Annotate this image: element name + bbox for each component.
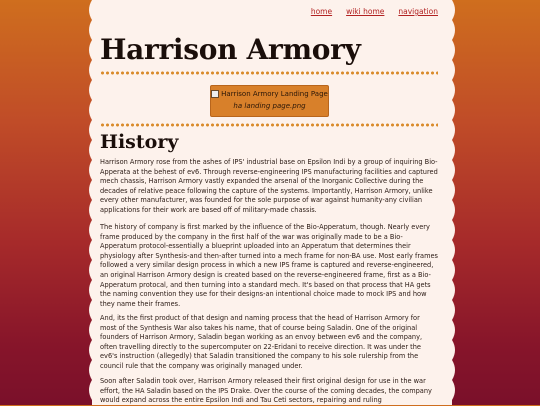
section-title-history: History (100, 131, 179, 153)
history-paragraph-2: The history of company is first marked by the influence of the Bio-Apperatum, though. Nearly every frame produced by the company in the first half of the war was originally made to be a Bio-Apperatum protocol-essentially a blueprint uploaded into an Apperatum that determines their physiology after Synthesis-and then-after turned into a mech frame for non-BA use. Most early frames followed a very similar design process in which a new IPS frame is captured and reverse-engineered, an original Harrison Armory design is created based on the reverse-engineered frame, first as a Bio-Apperatum protocal, and then turning into a standard mech. It's based on that process that HA gets the naming convention they use for their designs-an intentional choice made to mock IPS and how they name their frames. (100, 223, 438, 308)
landing-page-figure (210, 85, 329, 117)
image-alt-text: Harrison Armory Landing Page (221, 90, 328, 98)
nav-navigation-link[interactable]: navigation (398, 7, 438, 16)
page-title: Harrison Armory (100, 33, 361, 66)
landing-page-image[interactable] (211, 90, 328, 98)
history-paragraph-4: Soon after Saladin took over, Harrison Armory released their first original design for use in the war effort, the HA Saladin based on the IPS Drake. Over the course of the coming decades, the company would expand across the entire Epsilon Indi and Tau Ceti sectors, repairing and ruling (100, 377, 432, 405)
figure-caption: ha landing page.png (233, 102, 306, 110)
top-navigation (311, 7, 438, 16)
title-divider (100, 71, 438, 75)
nav-home-link[interactable]: home (310, 7, 333, 16)
nav-wiki-home-link[interactable]: wiki home (346, 7, 385, 16)
history-paragraph-3: And, its the first product of that design and naming process that the head of Harrison Armory for most of the Synthesis War also takes his name, that of course being Saladin. One of the original founders of Harrison Armory, Saladin began working as an envoy between ev6 and the company, often travelling directly to the supercomputer on 22-Eridani to receive direction. It was under the ev6's instruction (allegedly) that Saladin transitioned the company to his sole rulership from the council rule that the company was originally managed under. (100, 314, 423, 370)
broken-image-icon (211, 90, 219, 98)
figure-divider (100, 123, 438, 127)
history-paragraph-1: Harrison Armory rose from the ashes of IPS' industrial base on Epsilon Indi by a group of inquiring Bio-Apperata at the behest of ev6. Through reverse-engineering IPS manufacturing facilities and captured mech chassis, Harrison Armory vastly expanded the arsenal of the Inorganic Collective during the decades of relative peace following the capture of the systems. Importantly, Harrison Armory, unlike every other manufacturer, was founded for the sole purpose of war against humanity-any civilian applications for their work are based off of military-made chassis. (100, 158, 438, 214)
